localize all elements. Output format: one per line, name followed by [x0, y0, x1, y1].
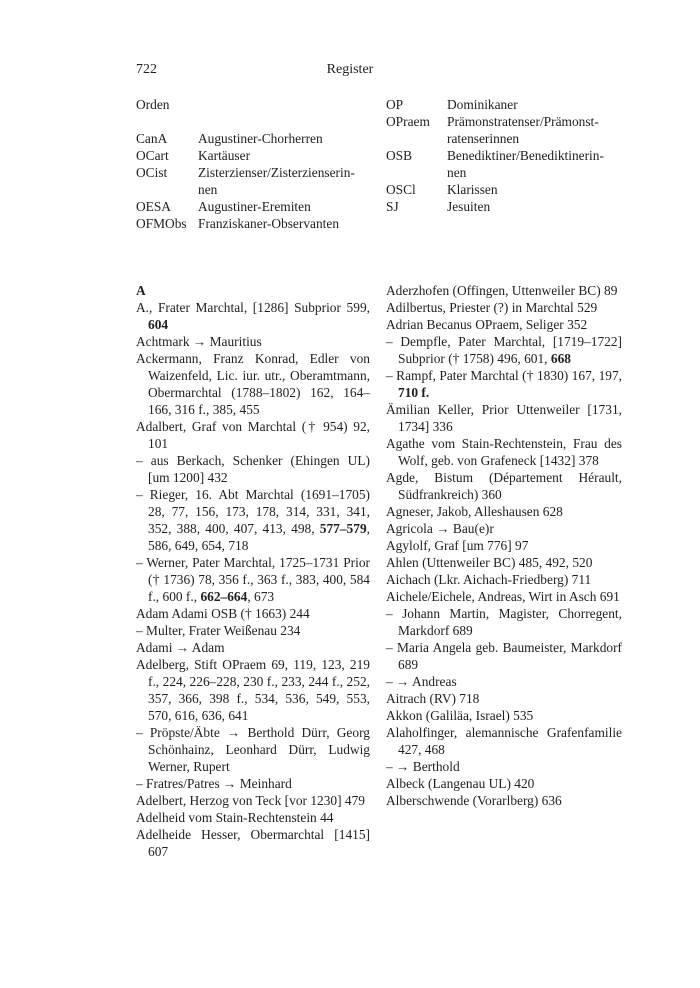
index-entry: Adelheid vom Stain-Rechtenstein 44 — [136, 810, 334, 825]
orders-title: Orden — [136, 97, 170, 112]
index-entry: Akkon (Galiläa, Israel) 535 — [386, 708, 534, 723]
abbreviation-code: OSB — [386, 148, 413, 163]
abbreviation-expansion: Augustiner-Chorherren — [198, 131, 323, 146]
index-entry: Aichele/Eichele, Andreas, Wirt in Asch 691 — [386, 589, 620, 604]
index-entry: Aichach (Lkr. Aichach-Friedberg) 711 — [386, 572, 592, 587]
index-entry: Ackermann, Franz Konrad, Edler von Waizenfeld, Lic. iur. utr., Oberamtmann, Obermarchtal (1788–1802) 162, 164–166, 316 f., 385, 455 — [136, 351, 370, 417]
abbreviation-expansion: Klarissen — [447, 182, 498, 197]
index-entry: Adilbertus, Priester (?) in Marchtal 529 — [386, 300, 598, 315]
index-column-right — [386, 282, 622, 809]
expansion-line: Prämonstratenser/Prämonst- — [447, 114, 599, 129]
abbreviation-code: OPraem — [386, 114, 430, 129]
index-entry: – → Andreas — [386, 674, 457, 689]
index-entry: Achtmark → Mauritius — [136, 334, 262, 349]
abbreviation-expansion: Jesuiten — [447, 199, 491, 214]
abbreviation-row — [136, 198, 376, 215]
index-entry: Agricola → Bau(e)r — [386, 521, 494, 536]
index-entry: Albeck (Langenau UL) 420 — [386, 776, 535, 791]
page-number: 722 — [136, 62, 157, 77]
abbreviation-row — [386, 113, 626, 147]
abbreviation-code: OESA — [136, 199, 171, 214]
abbreviation-code: OP — [386, 97, 404, 112]
abbreviation-expansion — [447, 113, 626, 147]
order-abbreviations-right — [386, 96, 626, 215]
abbreviation-expansion: Dominikaner — [447, 97, 518, 112]
index-entry: Agneser, Jakob, Alleshausen 628 — [386, 504, 563, 519]
index-entry: Adami → Adam — [136, 640, 225, 655]
abbreviation-row — [136, 130, 376, 147]
abbreviation-code: OFMObs — [136, 216, 187, 231]
index-entry: – Dempfle, Pater Marchtal, [1719–1722] Subprior († 1758) 496, 601, 668 — [386, 334, 622, 366]
abbreviation-code: CanA — [136, 131, 168, 146]
index-entry: – Pröpste/Äbte → Berthold Dürr, Georg Schönhainz, Leonhard Dürr, Ludwig Werner, Rupert — [136, 725, 370, 774]
abbreviation-code: OSCl — [386, 182, 416, 197]
expansion-line: nen — [447, 165, 467, 180]
index-entry: – aus Berkach, Schenker (Ehingen UL) [um 1200] 432 — [136, 453, 370, 485]
index-entry: Adelheide Hesser, Obermarchtal [1415] 607 — [136, 827, 370, 859]
abbreviation-code: OCist — [136, 165, 168, 180]
abbreviation-code: SJ — [386, 199, 399, 214]
index-entry: Agde, Bistum (Département Hérault, Südfrankreich) 360 — [386, 470, 622, 502]
index-entry: Alberschwende (Vorarlberg) 636 — [386, 793, 562, 808]
abbreviation-expansion: Kartäuser — [198, 148, 251, 163]
order-abbreviations-left — [136, 96, 376, 232]
running-head: Register — [326, 62, 374, 77]
index-entry: Adelbert, Herzog von Teck [vor 1230] 479 — [136, 793, 365, 808]
index-entry: – Werner, Pater Marchtal, 1725–1731 Prior († 1736) 78, 356 f., 363 f., 383, 400, 584 f., 600 f., 662–664, 673 — [136, 555, 370, 604]
index-entry: – Maria Angela geb. Baumeister, Markdorf 689 — [386, 640, 622, 672]
index-column-left — [136, 282, 370, 860]
abbreviation-expansion: Augustiner-Eremiten — [198, 199, 311, 214]
expansion-line: nen — [198, 182, 218, 197]
index-entry: Alaholfinger, alemannische Grafenfamilie 427, 468 — [386, 725, 622, 757]
index-entry: Ämilian Keller, Prior Uttenweiler [1731, 1734] 336 — [386, 402, 622, 434]
index-entry: – Multer, Frater Weißenau 234 — [136, 623, 301, 638]
abbreviation-row — [136, 147, 376, 164]
index-entry: Adelberg, Stift OPraem 69, 119, 123, 219 f., 224, 226–228, 230 f., 233, 244 f., 252, 357, 366, 398 f., 534, 536, 549, 553, 570, 616, 636, 641 — [136, 657, 370, 723]
abbreviation-row — [386, 147, 626, 181]
section-letter: A — [136, 283, 146, 298]
index-entry: Ahlen (Uttenweiler BC) 485, 492, 520 — [386, 555, 593, 570]
abbreviation-row — [136, 215, 376, 232]
abbreviation-row — [136, 164, 376, 198]
expansion-line: Zisterzienser/Zisterzienserin- — [198, 165, 355, 180]
expansion-line: Benediktiner/Benediktinerin- — [447, 148, 604, 163]
abbreviation-row — [386, 96, 626, 113]
index-entry: Adalbert, Graf von Marchtal († 954) 92, 101 — [136, 419, 370, 451]
abbreviation-row — [386, 181, 626, 198]
abbreviation-code: OCart — [136, 148, 169, 163]
index-entry: – Rampf, Pater Marchtal († 1830) 167, 197, 710 f. — [386, 368, 622, 400]
index-entry: Agylolf, Graf [um 776] 97 — [386, 538, 529, 553]
abbreviation-row — [386, 198, 626, 215]
index-entry: Aitrach (RV) 718 — [386, 691, 480, 706]
index-entry: Adrian Becanus OPraem, Seliger 352 — [386, 317, 588, 332]
abbreviation-expansion — [447, 147, 626, 181]
index-entry: Aderzhofen (Offingen, Uttenweiler BC) 89 — [386, 283, 618, 298]
expansion-line: ratenserinnen — [447, 131, 520, 146]
index-entry: – → Berthold — [386, 759, 460, 774]
index-entry: Agathe vom Stain-Rechtenstein, Frau des Wolf, geb. von Grafeneck [1432] 378 — [386, 436, 622, 468]
index-entry: A., Frater Marchtal, [1286] Subprior 599, 604 — [136, 300, 370, 332]
index-entry: – Rieger, 16. Abt Marchtal (1691–1705) 28, 77, 156, 173, 178, 314, 331, 341, 352, 388, 400, 407, 413, 498, 577–579, 586, 649, 654, 718 — [136, 487, 370, 553]
abbreviation-expansion: Franziskaner-Observanten — [198, 216, 340, 231]
index-entry: Adam Adami OSB († 1663) 244 — [136, 606, 310, 621]
index-entry: – Johann Martin, Magister, Chorregent, Markdorf 689 — [386, 606, 622, 638]
abbreviation-expansion — [198, 164, 376, 198]
index-entry: – Fratres/Patres → Meinhard — [136, 776, 292, 791]
